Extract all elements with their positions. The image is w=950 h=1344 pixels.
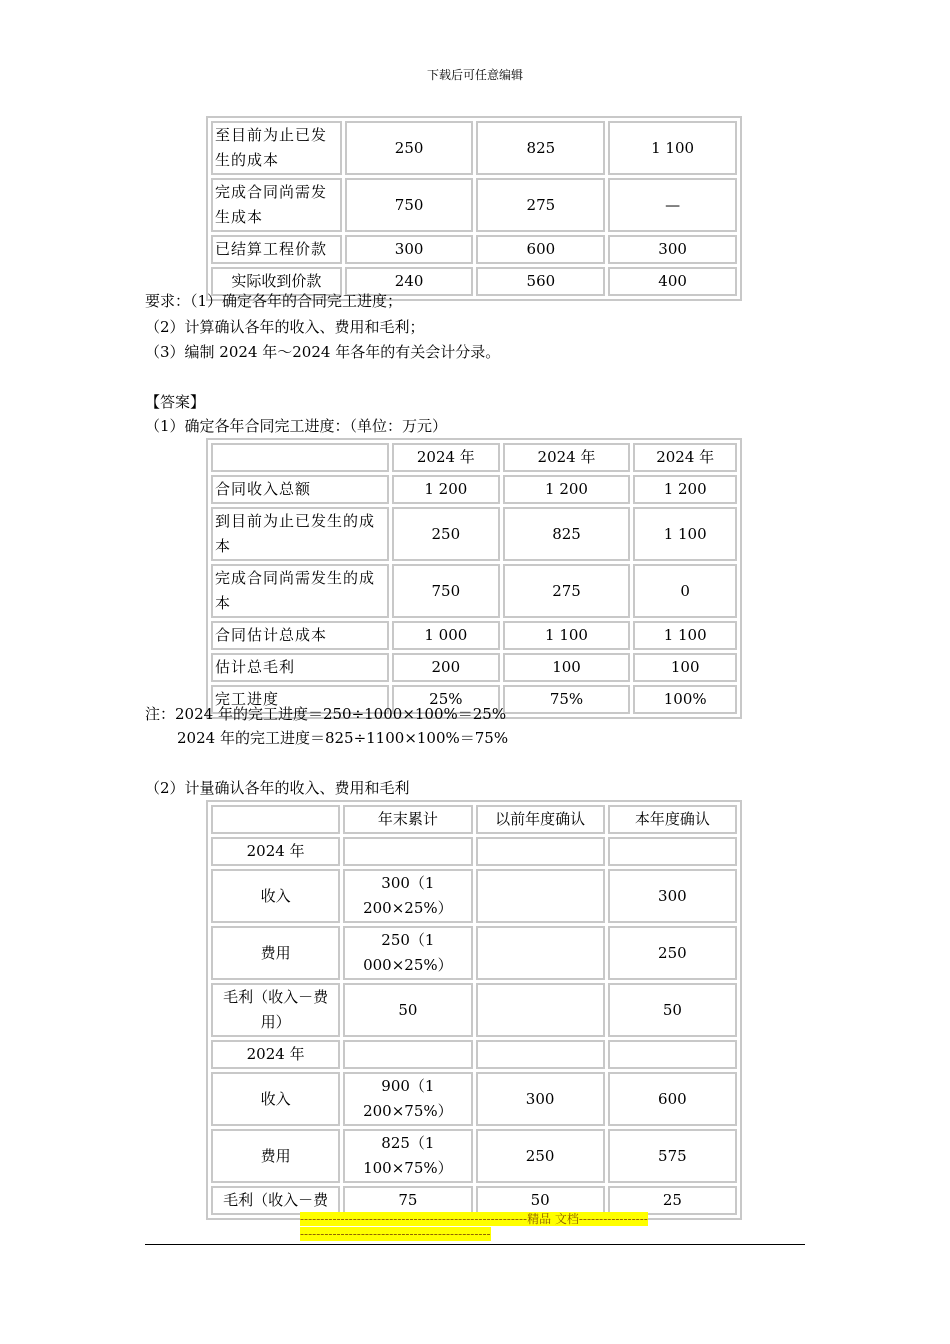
table-cell	[343, 1040, 472, 1069]
table-row	[211, 178, 737, 232]
table-cell: 300	[608, 869, 737, 923]
table-cell: 75%	[503, 685, 631, 714]
row-label: 到目前为止已发生的成本	[211, 507, 389, 561]
row-label: 2024 年	[211, 837, 340, 866]
row-label: 至目前为止已发生的成本	[211, 121, 342, 175]
table-cell: 25	[608, 1186, 737, 1215]
table-cell: 250	[392, 507, 500, 561]
table-cell: 100	[633, 653, 737, 682]
header-cell	[211, 443, 389, 472]
header-cell: 以前年度确认	[476, 805, 605, 834]
table-cell: 900（1 200×75%）	[343, 1072, 472, 1126]
table-row	[211, 983, 737, 1037]
footer-rule	[145, 1244, 805, 1245]
table-cell: 250	[345, 121, 474, 175]
table-cell: 1 000	[392, 621, 500, 650]
table-cell: 825	[476, 121, 605, 175]
table-row	[211, 837, 737, 866]
table-row	[211, 1040, 737, 1069]
row-label: 收入	[211, 1072, 340, 1126]
table-cell: 1 200	[392, 475, 500, 504]
table-header-row	[211, 805, 737, 834]
row-label: 估计总毛利	[211, 653, 389, 682]
answer-heading: 【答案】	[145, 393, 206, 411]
footer-text: --------------------------------------------------------精品 文档----------------------------------------------------------------	[300, 1212, 648, 1241]
row-label: 毛利（收入－费用）	[211, 983, 340, 1037]
table-cell: 25%	[392, 685, 500, 714]
table-cell: 1 100	[633, 507, 737, 561]
table-cell: 200	[392, 653, 500, 682]
table-cell: 0	[633, 564, 737, 618]
row-label: 实际收到价款	[211, 267, 342, 296]
row-label: 合同估计总成本	[211, 621, 389, 650]
table-row	[211, 564, 737, 618]
table-cell: 600	[476, 235, 605, 264]
table-cell: 575	[608, 1129, 737, 1183]
footer-watermark	[300, 1212, 650, 1242]
table-cell: 300	[476, 1072, 605, 1126]
table-cell	[476, 983, 605, 1037]
table-row	[211, 1129, 737, 1183]
table-cell: 560	[476, 267, 605, 296]
note-line: 2024 年的完工进度＝825÷1100×100%＝75%	[177, 729, 509, 747]
table-cell: 50	[476, 1186, 605, 1215]
part2-heading: （2）计量确认各年的收入、费用和毛利	[145, 779, 410, 797]
table-row	[211, 1072, 737, 1126]
table-cell: 50	[608, 983, 737, 1037]
table-cell: 300	[345, 235, 474, 264]
table-header-row	[211, 443, 737, 472]
table-row	[211, 1186, 737, 1215]
table-cell	[608, 837, 737, 866]
table-cell: 300（1 200×25%）	[343, 869, 472, 923]
cost-table	[206, 116, 742, 301]
table-row	[211, 121, 737, 175]
row-label: 完工进度	[211, 685, 389, 714]
table-cell: 400	[608, 267, 737, 296]
table-cell: 50	[343, 983, 472, 1037]
table-row	[211, 475, 737, 504]
row-label: 已结算工程价款	[211, 235, 342, 264]
table-cell: 600	[608, 1072, 737, 1126]
table-cell	[476, 869, 605, 923]
header-cell: 本年度确认	[608, 805, 737, 834]
revenue-table	[206, 800, 742, 1220]
table-cell: 750	[392, 564, 500, 618]
row-label: 完成合同尚需发生成本	[211, 178, 342, 232]
row-label: 费用	[211, 1129, 340, 1183]
table-cell: 250（1 000×25%）	[343, 926, 472, 980]
row-label: 毛利（收入－费	[211, 1186, 340, 1215]
table-cell: 250	[608, 926, 737, 980]
row-label: 费用	[211, 926, 340, 980]
table-cell: 300	[608, 235, 737, 264]
table-cell: 250	[476, 1129, 605, 1183]
table-cell	[476, 926, 605, 980]
row-label: 收入	[211, 869, 340, 923]
requirement-line: 要求：（1）确定各年的合同完工进度；	[145, 292, 403, 310]
table-row	[211, 869, 737, 923]
row-label: 完成合同尚需发生的成本	[211, 564, 389, 618]
note-line: 注：2024 年的完工进度＝250÷1000×100%＝25%	[145, 705, 507, 723]
table-row	[211, 235, 737, 264]
table-cell: 1 100	[503, 621, 631, 650]
table-cell: 1 100	[608, 121, 737, 175]
table-cell: 1 200	[503, 475, 631, 504]
row-label: 2024 年	[211, 1040, 340, 1069]
header-cell	[211, 805, 340, 834]
table-cell: 100%	[633, 685, 737, 714]
table-cell: 825	[503, 507, 631, 561]
table-cell: 825（1 100×75%）	[343, 1129, 472, 1183]
table-cell	[608, 1040, 737, 1069]
table-cell	[476, 837, 605, 866]
table-cell	[343, 837, 472, 866]
table-row	[211, 507, 737, 561]
table-cell: 1 200	[633, 475, 737, 504]
table-cell: 240	[345, 267, 474, 296]
table-row	[211, 653, 737, 682]
table-cell: 1 100	[633, 621, 737, 650]
table-cell: 750	[345, 178, 474, 232]
table-cell: 275	[476, 178, 605, 232]
header-cell: 2024 年	[503, 443, 631, 472]
requirement-line: （2）计算确认各年的收入、费用和毛利；	[145, 318, 425, 336]
table-cell	[476, 1040, 605, 1069]
progress-table	[206, 438, 742, 719]
header-cell: 2024 年	[392, 443, 500, 472]
part1-heading: （1）确定各年合同完工进度：（单位：万元）	[145, 417, 448, 435]
table-row	[211, 621, 737, 650]
table-cell: 100	[503, 653, 631, 682]
requirement-line: （3）编制 2024 年～2024 年各年的有关会计分录。	[145, 343, 501, 361]
header-cell: 年末累计	[343, 805, 472, 834]
page-header: 下载后可任意编辑	[426, 68, 523, 82]
table-cell: 275	[503, 564, 631, 618]
table-cell: —	[608, 178, 737, 232]
header-cell: 2024 年	[633, 443, 737, 472]
row-label: 合同收入总额	[211, 475, 389, 504]
table-cell: 75	[343, 1186, 472, 1215]
table-row	[211, 926, 737, 980]
